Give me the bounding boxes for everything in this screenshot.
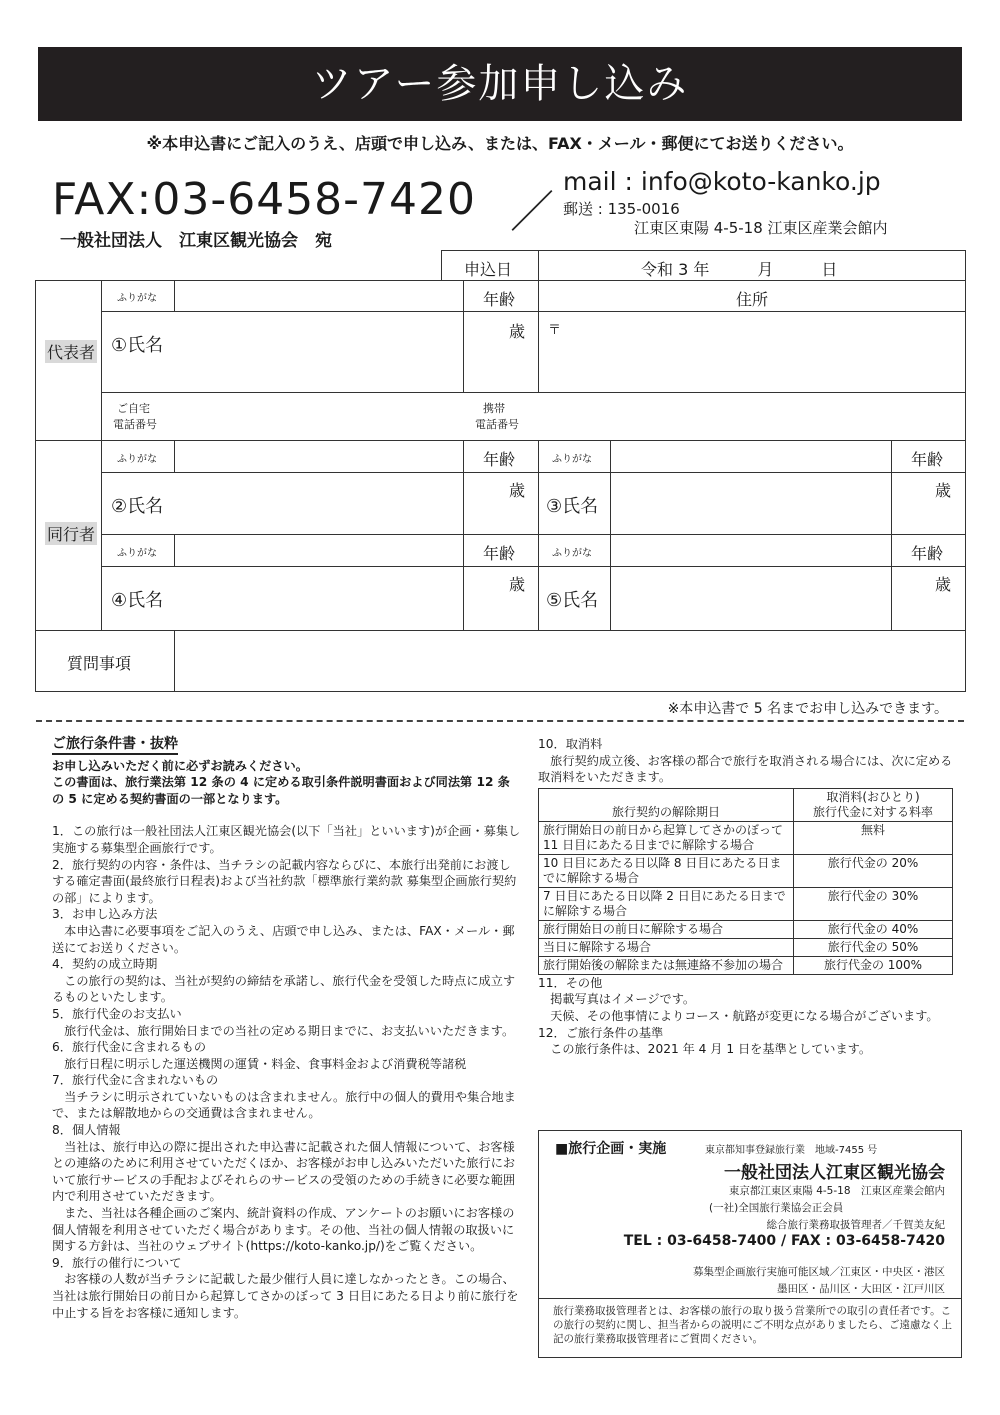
table-cell-period: 旅行開始後の解除または無連絡不参加の場合 xyxy=(539,956,794,974)
home-phone-label-cell xyxy=(101,392,175,441)
c2-furigana-input[interactable] xyxy=(174,440,464,473)
rep-address-input[interactable] xyxy=(538,311,966,393)
conditions-paragraph: 1．この旅行は一般社団法人江東区観光協会(以下「当社」といいます)が企画・募集し実施する募集型企画旅行です。 xyxy=(52,824,521,855)
basis-text: この旅行条件は、2021 年 4 月 1 日を基準としています。 xyxy=(538,1042,872,1057)
questions-input[interactable] xyxy=(176,631,965,691)
mobile-label-cell xyxy=(463,392,539,441)
conditions-paragraph: 8．個人情報 xyxy=(52,1123,121,1138)
conditions-paragraph: 旅行日程に明示した運送機関の運賃・料金、食事料金および消費税等諸税 xyxy=(52,1056,467,1071)
other-1: 掲載写真はイメージです。 xyxy=(538,992,696,1007)
c4-name-input[interactable] xyxy=(101,566,464,631)
conditions-paragraph: 6．旅行代金に含まれるもの xyxy=(52,1040,207,1055)
conditions-paragraph: 7．旅行代金に含まれないもの xyxy=(52,1073,219,1088)
rep-age-input[interactable] xyxy=(463,311,539,393)
furigana-label: ふりがな xyxy=(552,454,592,465)
travel-conditions xyxy=(52,736,522,1321)
address-label: 住所 xyxy=(736,290,769,309)
cancellation-fee-table xyxy=(538,788,953,975)
c3-furigana-label-cell xyxy=(538,440,611,473)
page-title: ツアー参加申し込み xyxy=(38,47,962,121)
c4-age-input[interactable] xyxy=(463,566,539,631)
age-label: 年齢 xyxy=(483,544,516,563)
conditions-intro-1: お申し込みいただく前に必ずお読みください。 xyxy=(52,758,308,773)
furigana-label: ふりがな xyxy=(117,454,157,465)
basis-heading: 12．ご旅行条件の基準 xyxy=(538,1025,664,1040)
organizer-member: (一社)全国旅行業協会正会員 xyxy=(709,1202,844,1214)
rep-age-label-cell xyxy=(463,280,539,312)
conditions-paragraph: 3．お申し込み方法 xyxy=(52,907,158,922)
table-cell-period: 当日に解除する場合 xyxy=(539,938,794,956)
home-phone-label-1: ご自宅 xyxy=(117,402,150,415)
home-phone-label-2: 電話番号 xyxy=(113,418,157,431)
table-row xyxy=(539,938,953,956)
c3-name-input[interactable] xyxy=(610,472,892,535)
table-header-row xyxy=(539,788,953,821)
table-row xyxy=(539,920,953,938)
address-label-cell xyxy=(538,280,966,312)
questions-label: 質問事項 xyxy=(67,654,132,673)
age-label: 年齢 xyxy=(911,544,944,563)
cut-line xyxy=(36,720,964,722)
c5-furigana-input[interactable] xyxy=(610,534,892,567)
name-4-label: ④氏名 xyxy=(111,590,164,611)
postal-mark: 〒 xyxy=(548,323,562,338)
max-applicants-note: ※本申込書で 5 名までお申し込みできます。 xyxy=(667,701,948,717)
conditions-paragraph: 本申込書に必要事項をご記入のうえ、店頭で申し込み、または、FAX・メール・郵送にてお送りください。 xyxy=(52,923,515,955)
organizer-tel-fax: TEL : 03-6458-7400 / FAX : 03-6458-7420 xyxy=(623,1233,945,1249)
organizer-address: 東京都江東区東陽 4-5-18 江東区産業会館内 xyxy=(728,1185,945,1197)
table-header-left: 旅行契約の解除期日 xyxy=(539,788,794,821)
organizer-area-2: 墨田区・品川区・大田区・江戸川区 xyxy=(777,1283,945,1295)
table-cell-period: 旅行開始日の前日から起算してさかのぼって 11 日目にあたる日までに解除する場合 xyxy=(539,821,794,854)
table-cell-fee: 旅行代金の 40% xyxy=(794,920,953,938)
questions-label-cell xyxy=(35,630,175,692)
organizer-box xyxy=(538,1130,962,1358)
organizer-manager: 総合旅行業務取扱管理者／千賀美友紀 xyxy=(766,1219,945,1231)
conditions-paragraph: 9．旅行の催行について xyxy=(52,1255,182,1270)
table-cell-period: 旅行開始日の前日に解除する場合 xyxy=(539,920,794,938)
c5-name-input[interactable] xyxy=(610,566,892,631)
age-unit: 歳 xyxy=(935,575,952,594)
table-cell-period: 10 日目にあたる日以降 8 日目にあたる日までに解除する場合 xyxy=(539,854,794,887)
rep-furigana-label-cell xyxy=(101,280,175,312)
organizer-area-1: 募集型企画旅行実施可能区域／江東区・中央区・港区 xyxy=(693,1266,945,1278)
c2-age-label-cell xyxy=(463,440,539,473)
c5-age-label-cell xyxy=(891,534,966,567)
c5-furigana-label-cell xyxy=(538,534,611,567)
c5-name-label-cell xyxy=(538,566,611,631)
table-cell-fee: 無料 xyxy=(794,821,953,854)
c2-name-input[interactable] xyxy=(101,472,464,535)
other-heading: 11．その他 xyxy=(538,975,603,990)
c3-name-label-cell xyxy=(538,472,611,535)
postal-address: 江東区東陽 4-5-18 江東区産業会館内 xyxy=(634,219,888,237)
age-label: 年齢 xyxy=(483,290,516,309)
date-value: 令和 3 年 月 日 xyxy=(641,260,838,279)
submission-notice: ※本申込書にご記入のうえ、店頭で申し込み、または、FAX・メール・郵便にてお送りください。 xyxy=(146,134,854,153)
conditions-paragraph: この旅行の契約は、当社が契約の締結を承諾し、旅行代金を受領した時点に成立するものといたします。 xyxy=(52,973,516,1005)
rep-furigana-input[interactable] xyxy=(174,280,464,312)
mail-address: mail : info@koto-kanko.jp xyxy=(563,167,881,196)
c2-furigana-label-cell xyxy=(101,440,175,473)
name-5-label: ⑤氏名 xyxy=(546,590,599,611)
conditions-list xyxy=(52,823,522,1321)
separator-slash: ／ xyxy=(510,187,554,238)
organizer-note: 旅行業務取扱管理者とは、お客様の旅行の取り扱う営業所での取引の責任者です。この旅行の契約に関し、担当者からの説明にご不明な点がありましたら、ご遠慮なく上記の旅行業務取扱管理者にご質問ください。 xyxy=(553,1305,952,1345)
conditions-heading: ご旅行条件書・抜粋 xyxy=(52,736,178,755)
conditions-paragraph: 5．旅行代金のお支払い xyxy=(52,1006,182,1021)
table-row xyxy=(539,821,953,854)
name-2-label: ②氏名 xyxy=(111,496,164,517)
table-row xyxy=(539,854,953,887)
age-unit: 歳 xyxy=(935,481,952,500)
age-unit: 歳 xyxy=(509,481,526,500)
rep-name-input[interactable] xyxy=(101,311,464,393)
table-row xyxy=(539,887,953,920)
c4-furigana-input[interactable] xyxy=(174,534,464,567)
conditions-paragraph: 当社は、旅行申込の際に提出された申込書に記載された個人情報について、お客様との連絡のために利用させていただくほか、お客様がお申し込みいただいた旅行において旅行サービスの手配およびそれらのサービスの受領のための手続きに必要な範囲内で利用させていただきます。 xyxy=(52,1139,516,1204)
date-input[interactable] xyxy=(538,250,966,281)
furigana-label: ふりがな xyxy=(552,548,592,559)
table-header-right xyxy=(794,788,953,821)
age-label: 年齢 xyxy=(911,450,944,469)
conditions-paragraph: また、当社は各種企画のご案内、統計資料の作成、アンケートのお願いにお客様の個人情報を利用させていただく場合があります。その他、当社の個人情報の取扱いに関する方針は、当社のウェブサイト(https://koto-kanko.jp/)をご覧ください。 xyxy=(52,1206,515,1254)
home-phone-input[interactable] xyxy=(174,392,464,441)
organizer-registration: 東京都知事登録旅行業 地域-7455 号 xyxy=(705,1145,878,1156)
companion-label-cell xyxy=(35,440,102,631)
table-cell-fee: 旅行代金の 20% xyxy=(794,854,953,887)
c3-age-input[interactable] xyxy=(891,472,966,535)
organizer-divider xyxy=(539,1298,961,1299)
cancel-heading: 10．取消料 xyxy=(538,737,603,751)
table-cell-period: 7 日目にあたる日以降 2 日目にあたる日までに解除する場合 xyxy=(539,887,794,920)
c2-age-input[interactable] xyxy=(463,472,539,535)
conditions-paragraph: お客様の人数が当チラシに記載した最少催行人員に達しなかったとき。この場合、当社は旅行開始日の前日から起算してさかのぼって 3 日目にあたる日より前に旅行を中止する旨をお客様に通知します。 xyxy=(52,1272,519,1320)
mobile-input[interactable] xyxy=(538,392,966,441)
fax-number: FAX:03-6458-7420 xyxy=(52,174,477,225)
conditions-paragraph: 2．旅行契約の内容・条件は、当チラシの記載内容ならびに、本旅行出発前にお渡しする確定書面(最終旅行日程表)および当社約款「標準旅行業約款 募集型企画旅行契約の部」によります。 xyxy=(52,857,517,905)
name-1-label: ①氏名 xyxy=(111,335,164,356)
table-header-right-2: 旅行代金に対する料率 xyxy=(812,804,933,819)
companion-label: 同行者 xyxy=(45,522,97,545)
table-cell-fee: 旅行代金の 50% xyxy=(794,938,953,956)
rep-label-cell xyxy=(35,280,102,441)
c4-furigana-label-cell xyxy=(101,534,175,567)
conditions-paragraph: 4．契約の成立時期 xyxy=(52,957,158,972)
conditions-paragraph: 当チラシに明示されていないものは含まれません。旅行中の個人的費用や集合地まで、または解散地からの交通費は含まれません。 xyxy=(52,1089,516,1121)
table-row xyxy=(539,956,953,974)
age-unit: 歳 xyxy=(509,575,526,594)
mobile-label-2: 電話番号 xyxy=(475,418,519,431)
cancel-intro: 旅行契約成立後、お客様の都合で旅行を取消される場合には、次に定める取消料をいただきます。 xyxy=(538,753,953,785)
date-label: 申込日 xyxy=(464,260,513,279)
table-cell-fee: 旅行代金の 30% xyxy=(794,887,953,920)
fax-recipient: 一般社団法人 江東区観光協会 宛 xyxy=(60,231,332,251)
age-label: 年齢 xyxy=(483,450,516,469)
organizer-name: 一般社団法人江東区観光協会 xyxy=(724,1163,945,1183)
mobile-label-1: 携帯 xyxy=(483,402,505,415)
organizer-label: ■旅行企画・実施 xyxy=(555,1141,667,1157)
c5-age-input[interactable] xyxy=(891,566,966,631)
furigana-label: ふりがな xyxy=(117,548,157,559)
other-2: 天候、その他事情によりコース・航路が変更になる場合がございます。 xyxy=(538,1008,939,1023)
cancellation-section xyxy=(538,736,963,1058)
date-label-cell xyxy=(441,250,539,281)
representative-label: 代表者 xyxy=(45,340,97,363)
table-cell-fee: 旅行代金の 100% xyxy=(794,956,953,974)
conditions-paragraph: 旅行代金は、旅行開始日までの当社の定める期日までに、お支払いいただきます。 xyxy=(52,1023,515,1038)
c4-age-label-cell xyxy=(463,534,539,567)
name-3-label: ③氏名 xyxy=(546,496,599,517)
table-header-right-1: 取消料(おひとり) xyxy=(826,789,920,804)
furigana-label: ふりがな xyxy=(117,293,157,304)
conditions-intro-2: この書面は、旅行業法第 12 条の 4 に定める取引条件説明書面および同法第 12 条の 5 に定める契約書面の一部となります。 xyxy=(52,775,510,806)
c3-age-label-cell xyxy=(891,440,966,473)
c3-furigana-input[interactable] xyxy=(610,440,892,473)
postal-code: 郵送 : 135-0016 xyxy=(563,200,680,218)
age-unit: 歳 xyxy=(509,322,526,341)
